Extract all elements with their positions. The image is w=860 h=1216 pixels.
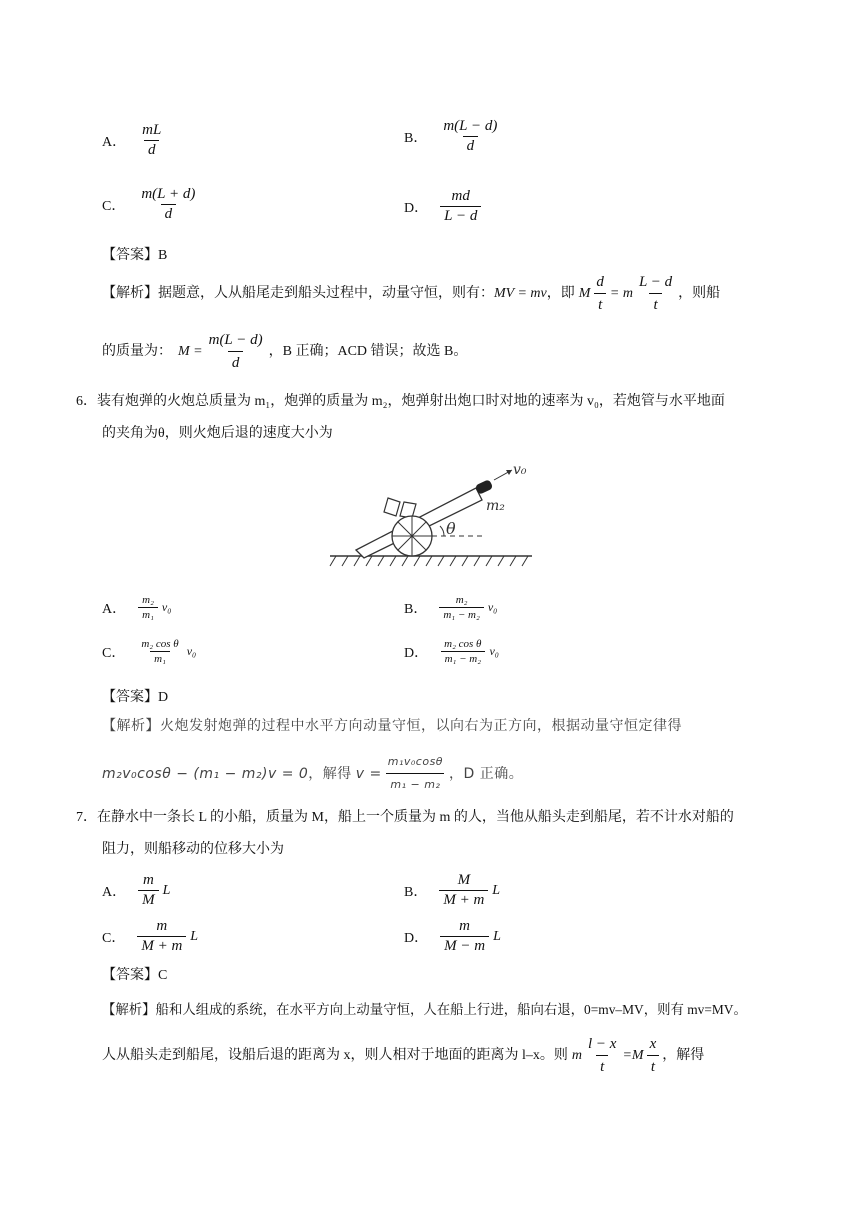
option-label: A． [102,134,127,150]
option-tail: v₀ [161,600,172,614]
ground-hatch [330,556,528,566]
m2-label: m₂ [486,498,505,514]
fraction [440,918,489,955]
denominator: L − d [440,206,481,225]
option-label: A． [102,601,127,617]
q6-analysis-line2 [102,752,523,795]
q7-analysis-line1: 【解析】船和人组成的系统，在水平方向上动量守恒，人在船上行进，船向右退，0=mv–MV，则有 mv=MV。 [102,1002,747,1017]
q5-analysis-line1 [102,272,720,315]
analysis-text: ，解得 [308,765,352,782]
q7-option-b [404,872,500,909]
q6-analysis-line1: 【解析】火炮发射炮弹的过程中水平方向动量守恒，以向右为正方向，根据动量守恒定律得 [102,718,682,734]
denominator: t [596,1055,608,1077]
option-tail: L [493,928,501,944]
analysis-text: ，D 正确。 [449,765,524,782]
option-label: C． [102,645,126,661]
option-label: C． [102,198,126,214]
analysis-text: 【解析】据题意，人从船尾走到船头过程中，动量守恒，则有： [102,285,494,301]
q6-option-a [102,594,171,621]
equation: m [571,1047,583,1063]
option-label: B． [404,884,428,900]
fraction [138,594,158,621]
option-tail: L [492,882,501,898]
fraction [138,122,165,159]
analysis-text: ，即 [546,285,575,301]
option-tail: v₀ [487,600,498,614]
denominator: d [161,204,177,223]
cannon-figure [326,458,536,570]
denominator: M + m [439,890,488,909]
equation: M [578,285,591,301]
q7-answer: 【答案】C [102,968,168,983]
q5-option-b [404,118,503,155]
fraction [137,186,199,223]
option-label: B． [404,130,428,146]
wheel-spokes [392,516,432,556]
option-label: D． [404,645,429,661]
q7-option-d [404,918,501,955]
fraction [205,330,267,373]
q5-option-d [404,188,483,225]
q5-option-c [102,186,201,223]
numerator: L − d [638,274,673,290]
q7-analysis-line2 [102,1034,704,1077]
option-label: C． [102,930,126,946]
fraction [439,594,483,621]
option-tail: v₀ [186,644,197,658]
numerator: m(L − d) [208,332,263,348]
q6-stem-line2: 的夹角为θ，则火炮后退的速度大小为 [102,426,333,441]
option-label: A． [102,884,127,900]
denominator: d [463,136,479,155]
option-label: B． [404,601,428,617]
option-tail: L [162,882,171,898]
fraction [137,638,182,665]
fraction [440,638,485,665]
q7-stem-line1: 7．在静水中一条长 L 的小船，质量为 M，船上一个质量为 m 的人，当他从船头走到船尾，若不计水对船的 [76,810,734,825]
denominator: m₁ [150,651,170,665]
equation: m₂v₀cosθ − (m₁ − m₂)v = 0 [102,765,309,782]
fraction [592,272,608,315]
numerator: m₂ cos θ [444,638,482,650]
denominator: t [594,293,606,315]
q6-answer: 【答案】D [102,690,169,705]
q5-option-a [102,122,167,159]
numerator: l − x [588,1036,617,1052]
analysis-text: 人从船头走到船尾，设船后退的距离为 x，则人相对于地面的距离为 l–x。则 [102,1047,568,1063]
equation: = m [609,285,633,301]
denominator: m₁ [138,607,158,621]
numerator: m [142,872,154,888]
option-label: D． [404,200,429,216]
v0-label: v₀ [513,462,527,478]
denominator: M [138,890,159,909]
theta-label: θ [446,519,456,538]
equation: =M [622,1047,644,1063]
numerator: d [596,274,604,290]
numerator: m₂ [142,594,154,606]
q5-answer: 【答案】B [102,248,168,263]
q7-stem-line2: 阻力，则船移动的位移大小为 [102,842,284,857]
numerator: x [649,1036,657,1052]
numerator: mL [142,122,162,138]
denominator: t [649,293,661,315]
fraction [440,188,481,225]
denominator: M + m [137,936,186,955]
numerator: m(L − d) [443,118,498,134]
q7-option-a [102,872,170,909]
fraction [137,918,186,955]
equation: v = [355,765,382,782]
analysis-text: ，则船 [678,285,721,301]
fraction [439,872,488,909]
denominator: M − m [440,936,489,955]
denominator: m₁ − m₂ [386,773,444,795]
fraction [635,272,676,315]
option-tail: L [190,928,199,944]
fraction [439,118,501,155]
numerator: m [156,918,168,934]
analysis-text: 的质量为： [102,343,172,359]
fraction [584,1034,620,1077]
denominator: d [144,140,160,159]
fraction [384,752,447,795]
q6-option-c [102,638,196,665]
equation: M = [178,343,203,359]
q6-option-d [404,638,499,665]
numerator: m₂ cos θ [141,638,179,650]
numerator: m [459,918,471,934]
q6-stem-line1: 6．装有炮弹的火炮总质量为 m₁，炮弹的质量为 m₂，炮弹射出炮口时对地的速率为 v₀，若炮管与水平地面 [76,394,725,409]
option-label: D． [404,930,429,946]
fraction [646,1034,661,1077]
numerator: M [457,872,471,888]
numerator: m₁v₀cosθ [387,755,444,768]
denominator: m₁ − m₂ [441,651,485,665]
analysis-text: ，解得 [662,1047,705,1063]
numerator: m(L + d) [141,186,196,202]
q6-option-b [404,594,497,621]
equation: MV = mv [494,285,547,301]
cannon-tail [384,498,400,516]
denominator: t [647,1055,659,1077]
fraction [138,872,159,909]
option-tail: v₀ [489,644,499,658]
numerator: md [451,188,470,204]
q7-option-c [102,918,198,955]
denominator: m₁ − m₂ [439,607,483,621]
numerator: m₂ [455,594,468,606]
denominator: d [228,351,244,373]
q5-analysis-line2 [102,330,467,373]
angle-arc [440,526,444,536]
analysis-text: ，B 正确；ACD 错误；故选 B。 [268,343,468,359]
